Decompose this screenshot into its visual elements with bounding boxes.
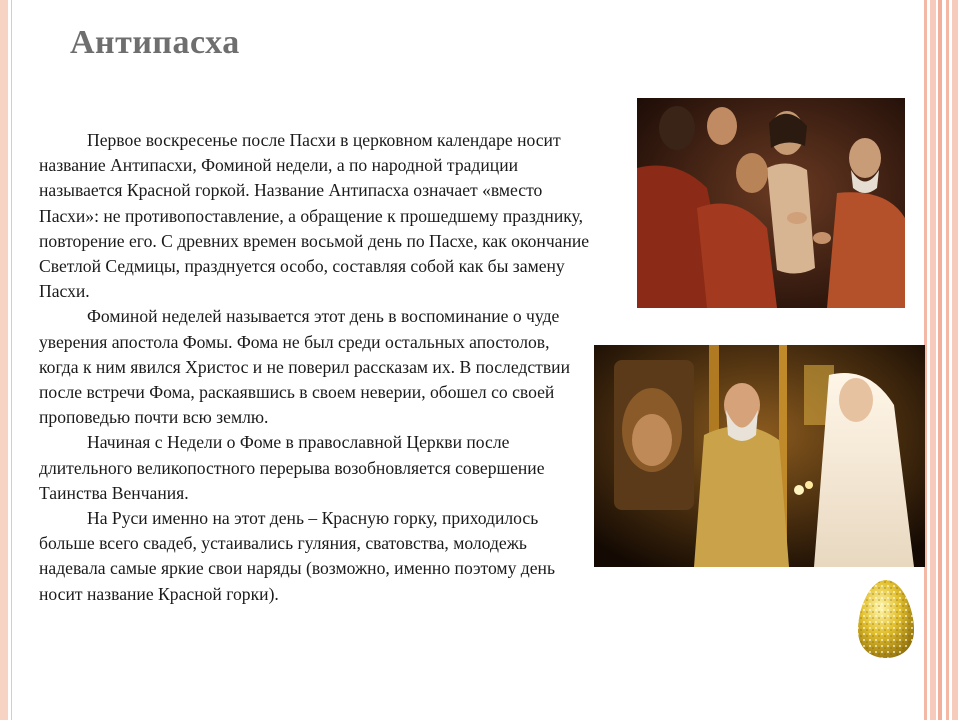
paragraph-thomas-sunday: Фоминой неделей называется этот день в воспоминание о чуде уверения апостола Фомы. Фома не был среди остальных апостолов, когда к ним явился Христос и не поверил рассказам их. В последствии после встречи Фома, раскаявшись в своем неверии, обошел со своей проповедью почти всю землю. bbox=[39, 306, 570, 428]
slide-title: Антипасха bbox=[70, 24, 240, 61]
orthodox-wedding-photo bbox=[594, 345, 925, 567]
paragraph-wedding-sacrament: Начиная с Недели о Фоме в православной Церкви после длительного великопостного перерыва возобновляется совершение Таинства Венчания. bbox=[39, 432, 545, 503]
right-frame-stripes bbox=[920, 0, 960, 720]
body-text bbox=[39, 128, 591, 607]
paragraph-antipascha: Первое воскресенье после Пасхи в церковном календаре носит название Антипасхи, Фоминой недели, а по народной традиции называется Красной горкой. Название Антипасха означает «вместо Пасхи»: не противопоставление, а обращение к прошедшему празднику, повторение его. С древних времен восьмой день по Пасхе, как окончание Светлой Седмицы, празднуется особо, составляя собой как бы замену Пасхи. bbox=[39, 130, 590, 302]
paragraph-red-hill: На Руси именно на этот день – Красную горку, приходилось больше всего свадеб, устаивались гуляния, сватовства, молодежь надевала самые яркие свои наряды (возможно, именно поэтому день носит название Красной горки). bbox=[39, 508, 555, 604]
left-frame-border bbox=[0, 0, 8, 720]
golden-easter-egg-icon bbox=[856, 578, 916, 660]
doubting-thomas-painting bbox=[637, 98, 905, 308]
